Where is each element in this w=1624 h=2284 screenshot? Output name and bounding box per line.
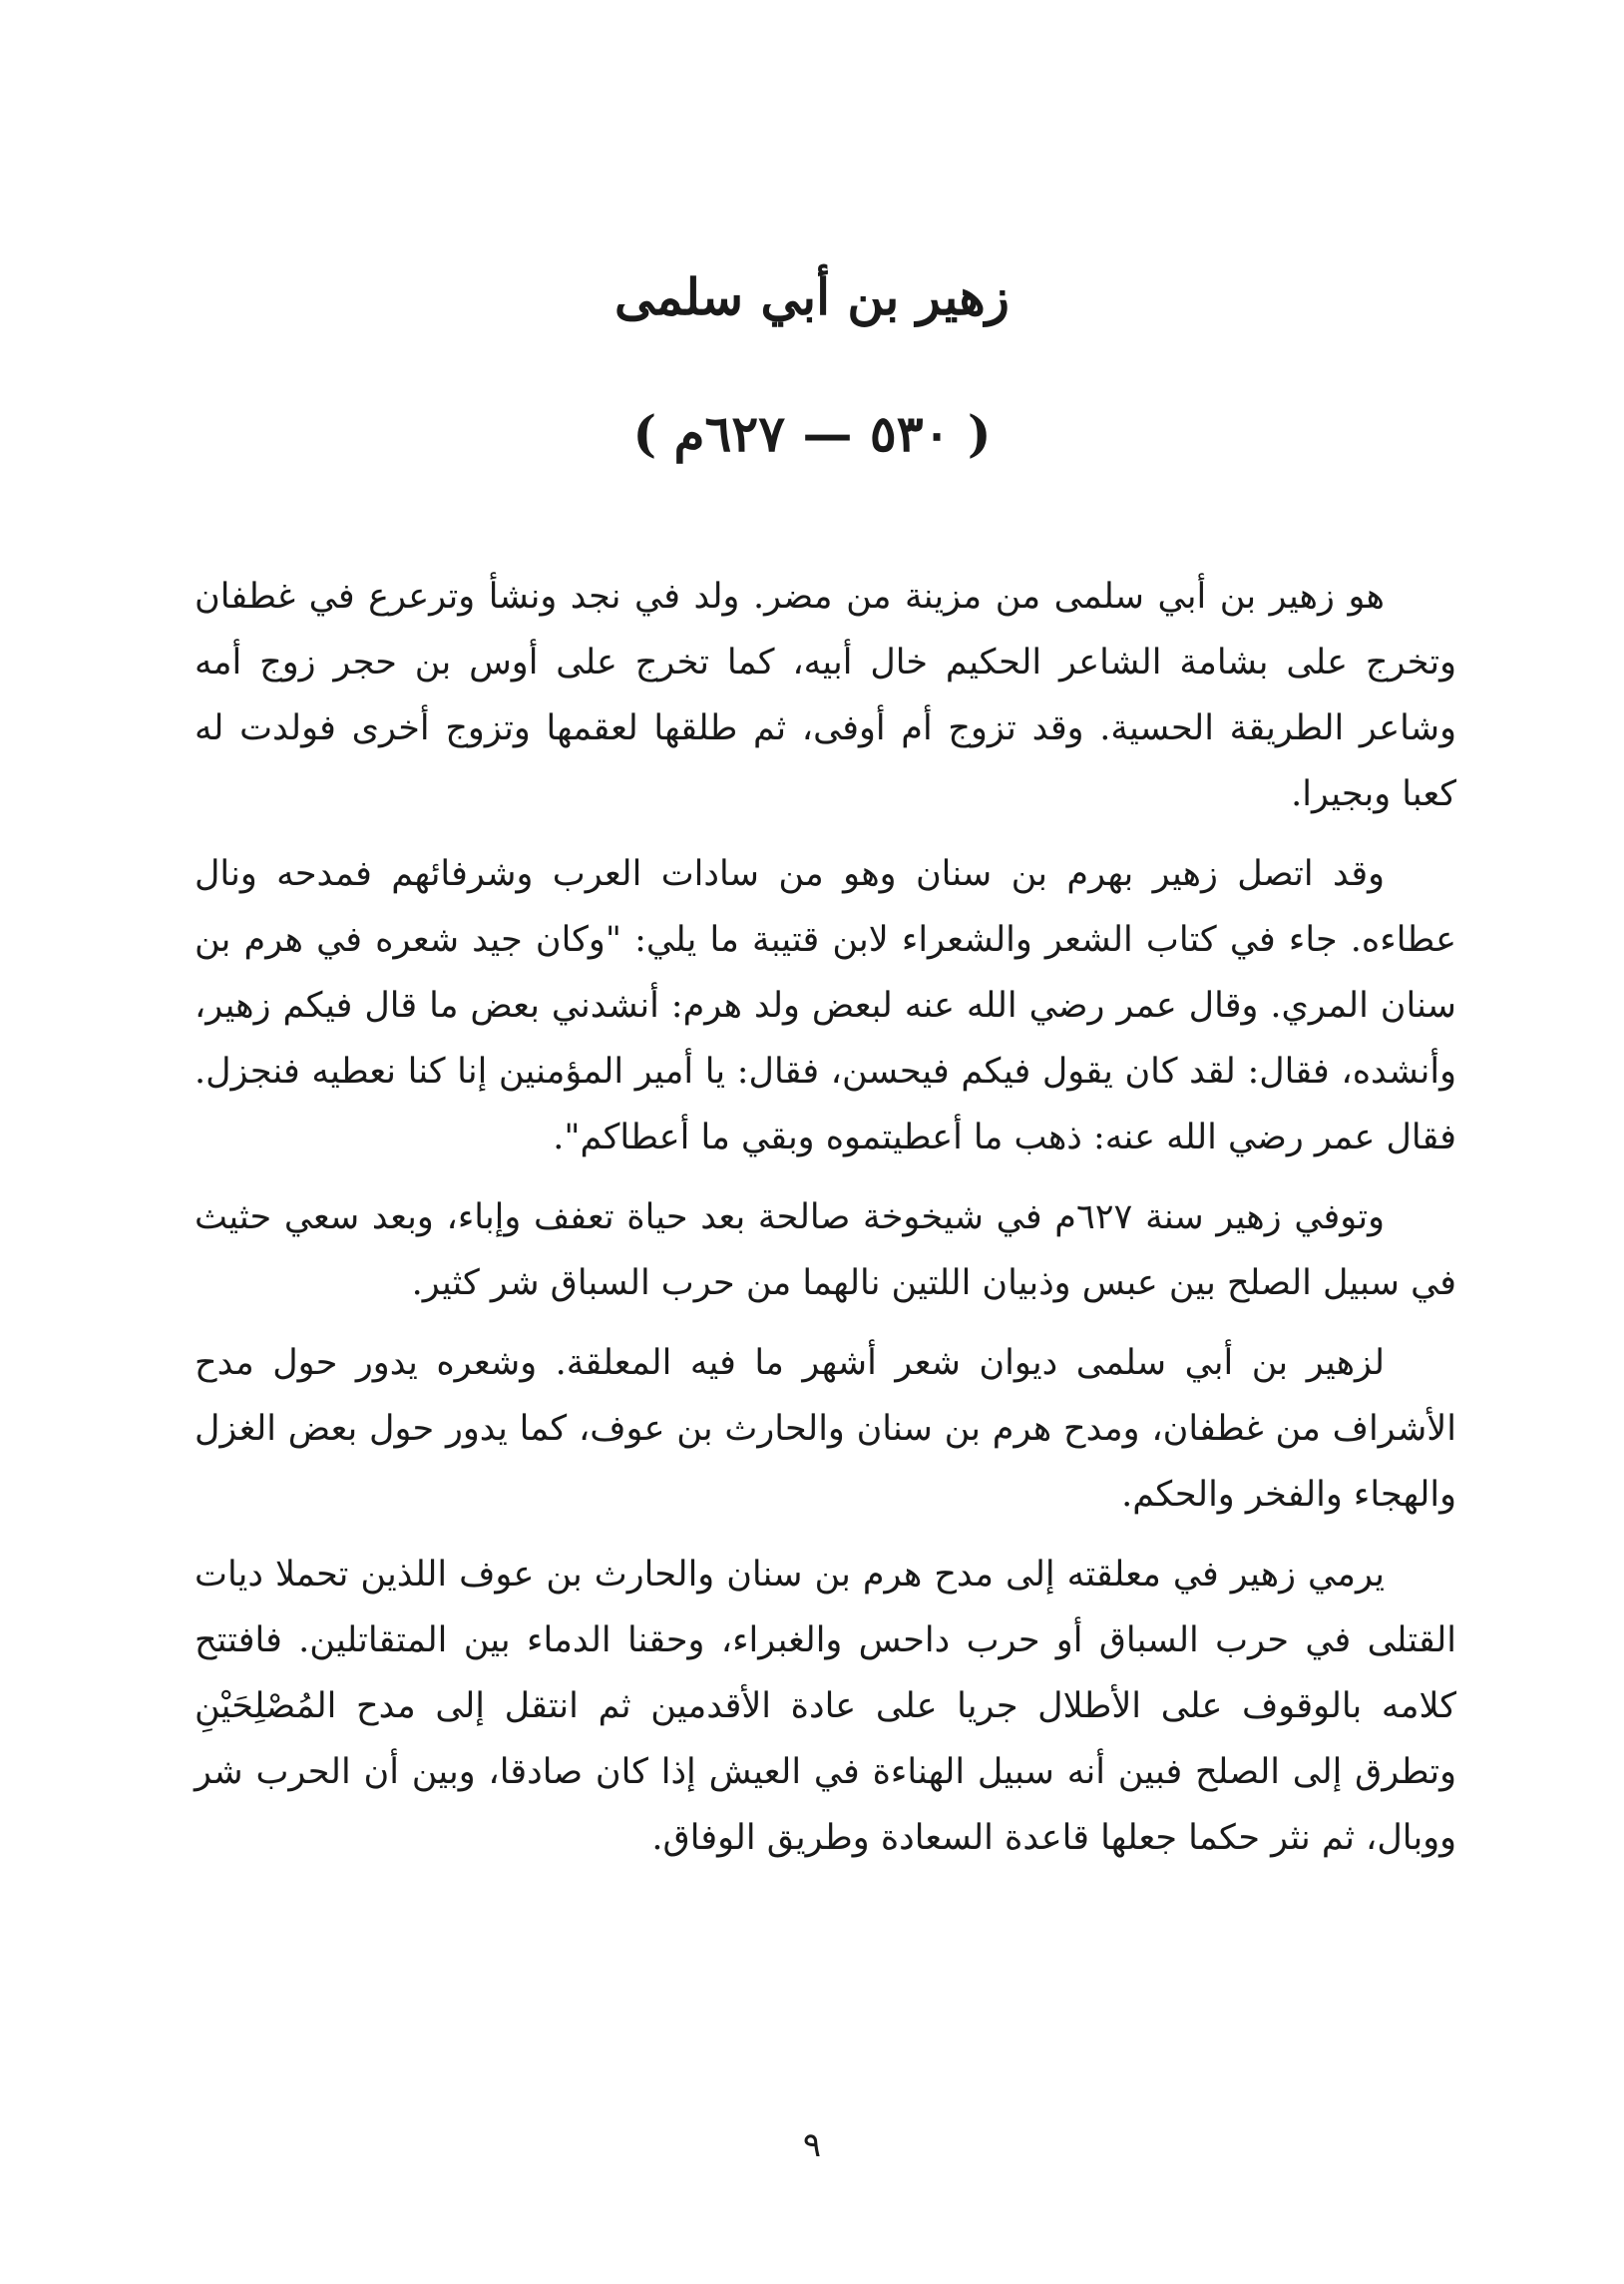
body-text (195, 564, 1456, 1885)
paragraph-diwan: لزهير بن أبي سلمى ديوان شعر أشهر ما فيه المعلقة. وشعره يدور حول مدح الأشراف من غطفان، ومدح هرم بن سنان والحارث بن عوف، كما يدور حول بعض الغزل والهجاء والفخر والحكم. (195, 1343, 1456, 1515)
lifespan-dates: ( ٥٣٠ — ٦٢٧م ) (632, 404, 992, 463)
paragraph-muallaqa: يرمي زهير في معلقته إلى مدح هرم بن سنان والحارث بن عوف اللذين تحملا ديات القتلى في حرب السباق أو حرب داحس والغبراء، وحقنا الدماء بين المتقاتلين. فافتتح كلامه بالوقوف على الأطلال جريا على عادة الأقدمين ثم انتقل إلى مدح المُصْلِحَيْنِ وتطرق إلى الصلح فبين أنه سبيل الهناءة في العيش إذا كان صادقا، وبين أن الحرب شر ووبال، ثم نثر حكما جعلها قاعدة السعادة وطريق الوفاق. (195, 1555, 1456, 1858)
paragraph-death: وتوفي زهير سنة ٦٢٧م في شيخوخة صالحة بعد حياة تعفف وإباء، وبعد سعي حثيث في سبيل الصلح بين عبس وذبيان اللتين نالهما من حرب السباق شر كثير. (195, 1197, 1456, 1303)
paragraph-harim-patronage: وقد اتصل زهير بهرم بن سنان وهو من سادات العرب وشرفائهم فمدحه ونال عطاءه. جاء في كتاب الشعر والشعراء لابن قتيبة ما يلي: "وكان جيد شعره في هرم بن سنان المري. وقال عمر رضي الله عنه لبعض ولد هرم: أنشدني بعض ما قال فيكم زهير، وأنشده، فقال: لقد كان يقول فيكم فيحسن، فقال: يا أمير المؤمنين إنا كنا نعطيه فنجزل. فقال عمر رضي الله عنه: ذهب ما أعطيتموه وبقي ما أعطاكم". (195, 854, 1456, 1157)
page-number: ٩ (802, 2125, 822, 2165)
page-title: زهير بن أبي سلمى (614, 267, 1010, 326)
paragraph-biography: هو زهير بن أبي سلمى من مزينة من مضر. ولد في نجد ونشأ وترعرع في غطفان وتخرج على بشامة الشاعر الحكيم خال أبيه، كما تخرج على أوس بن حجر زوج أمه وشاعر الطريقة الحسية. وقد تزوج أم أوفى، ثم طلقها لعقمها وتزوج أخرى فولدت له كعبا وبجيرا. (195, 577, 1456, 814)
